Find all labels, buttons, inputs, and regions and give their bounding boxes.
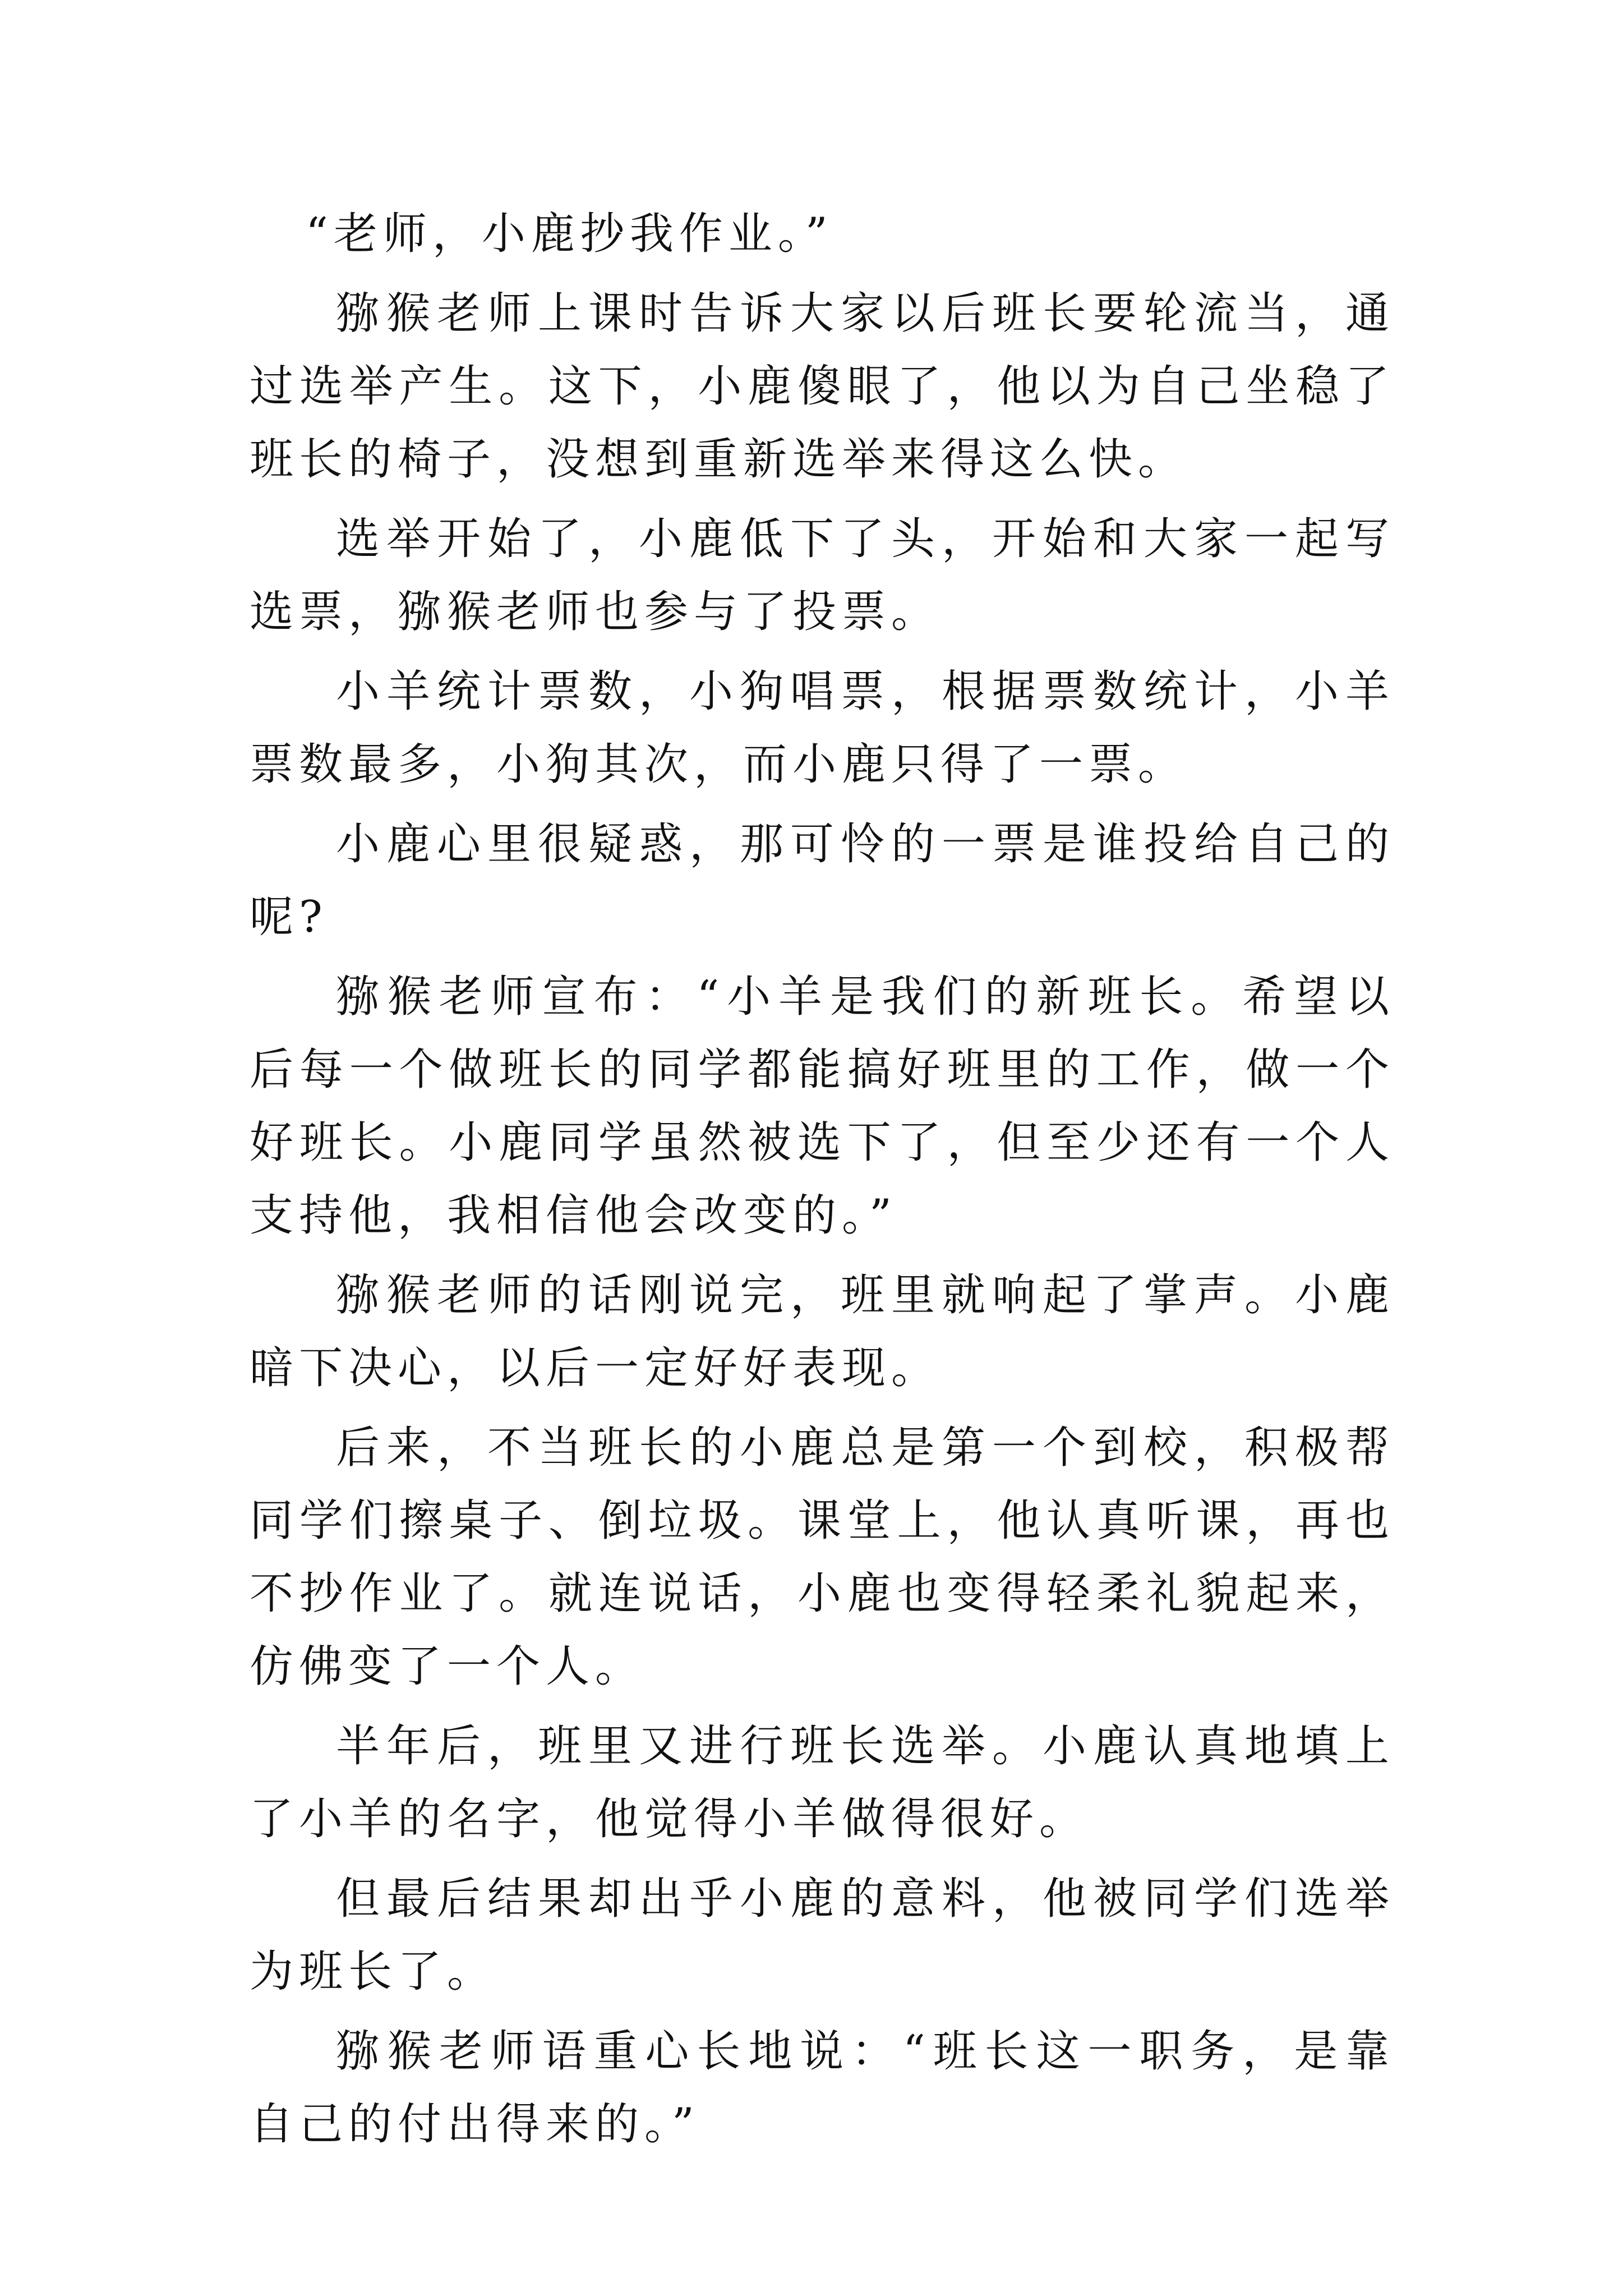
paragraph: “老师，小鹿抄我作业。” bbox=[306, 209, 833, 259]
paragraph: 小鹿心里很疑惑，那可怜的一票是谁投给自己的呢? bbox=[250, 819, 1395, 942]
paragraph: 但最后结果却出乎小鹿的意料，他被同学们选举为班长了。 bbox=[250, 1874, 1395, 1997]
paragraph: 猕猴老师宣布：“小羊是我们的新班长。希望以后每一个做班长的同学都能搞好班里的工作，做一个好班长。小鹿同学虽然被选下了，但至少还有一个人支持他，我相信他会改变的。” bbox=[250, 972, 1395, 1241]
paragraph: 小羊统计票数，小狗唱票，根据票数统计，小羊票数最多，小狗其次，而小鹿只得了一票。 bbox=[250, 666, 1395, 790]
paragraph: 选举开始了，小鹿低下了头，开始和大家一起写选票，猕猴老师也参与了投票。 bbox=[250, 514, 1395, 637]
paragraph: 半年后，班里又进行班长选举。小鹿认真地填上了小羊的名字，他觉得小羊做得很好。 bbox=[250, 1721, 1395, 1844]
paragraph: 猕猴老师上课时告诉大家以后班长要轮流当，通过选举产生。这下，小鹿傻眼了，他以为自己坐稳了班长的椅子，没想到重新选举来得这么快。 bbox=[250, 288, 1395, 485]
paragraph: 猕猴老师的话刚说完，班里就响起了掌声。小鹿暗下决心，以后一定好好表现。 bbox=[250, 1270, 1395, 1393]
paragraph: 后来，不当班长的小鹿总是第一个到校，积极帮同学们擦桌子、倒垃圾。课堂上，他认真听课，再也不抄作业了。就连说话，小鹿也变得轻柔礼貌起来，仿佛变了一个人。 bbox=[250, 1423, 1395, 1692]
story-body bbox=[250, 197, 1395, 2168]
paragraph: 猕猴老师语重心长地说：“班长这一职务，是靠自己的付出得来的。” bbox=[250, 2026, 1395, 2150]
